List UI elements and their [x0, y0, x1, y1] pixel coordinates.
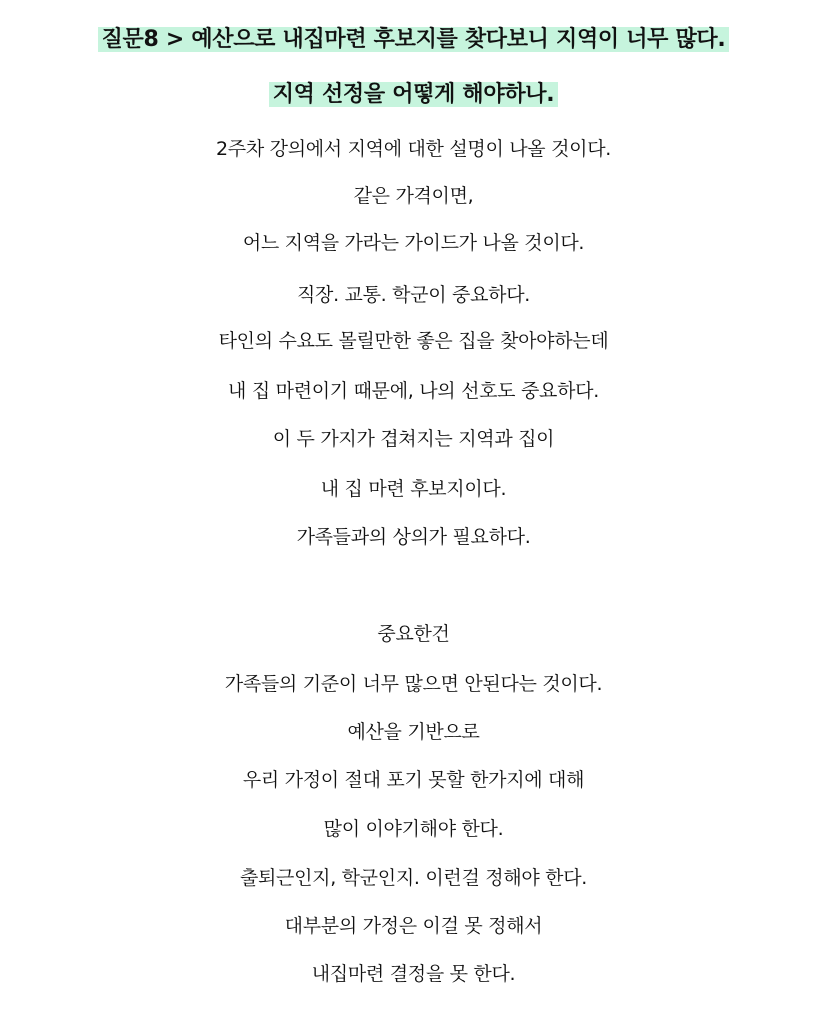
answer-line: 내 집 마련 후보지이다. — [320, 478, 507, 500]
answer-line: 내 집 마련이기 때문에, 나의 선호도 중요하다. — [228, 380, 599, 402]
answer-line: 2주차 강의에서 지역에 대한 설명이 나올 것이다. — [216, 138, 611, 160]
question-heading-line-1 — [0, 24, 827, 56]
question-title: 질문8 > 예산으로 내집마련 후보지를 찾다보니 지역이 너무 많다. — [98, 27, 730, 52]
important-line: 대부분의 가정은 이걸 못 정해서 — [284, 915, 543, 937]
important-line: 많이 이야기해야 한다. — [323, 818, 504, 840]
important-line: 우리 가정이 절대 포기 못할 한가지에 대해 — [242, 769, 585, 791]
answer-line: 타인의 수요도 몰릴만한 좋은 집을 찾아야하는데 — [218, 330, 609, 352]
answer-line: 이 두 가지가 겹쳐지는 지역과 집이 — [272, 428, 555, 450]
answer-line: 직장. 교통. 학군이 중요하다. — [296, 284, 531, 306]
answer-line: 가족들과의 상의가 필요하다. — [296, 526, 531, 548]
question-heading-line-2 — [0, 79, 827, 111]
important-heading: 중요한건 — [377, 623, 450, 645]
answer-line: 어느 지역을 가라는 가이드가 나올 것이다. — [242, 232, 585, 254]
important-line: 내집마련 결정을 못 한다. — [311, 963, 516, 985]
answer-line: 같은 가격이면, — [353, 185, 474, 207]
question-subtitle: 지역 선정을 어떻게 해야하나. — [269, 82, 559, 107]
important-line: 예산을 기반으로 — [347, 721, 480, 743]
important-line: 출퇴근인지, 학군인지. 이런걸 정해야 한다. — [239, 867, 588, 889]
important-line: 가족들의 기준이 너무 많으면 안된다는 것이다. — [224, 673, 603, 695]
